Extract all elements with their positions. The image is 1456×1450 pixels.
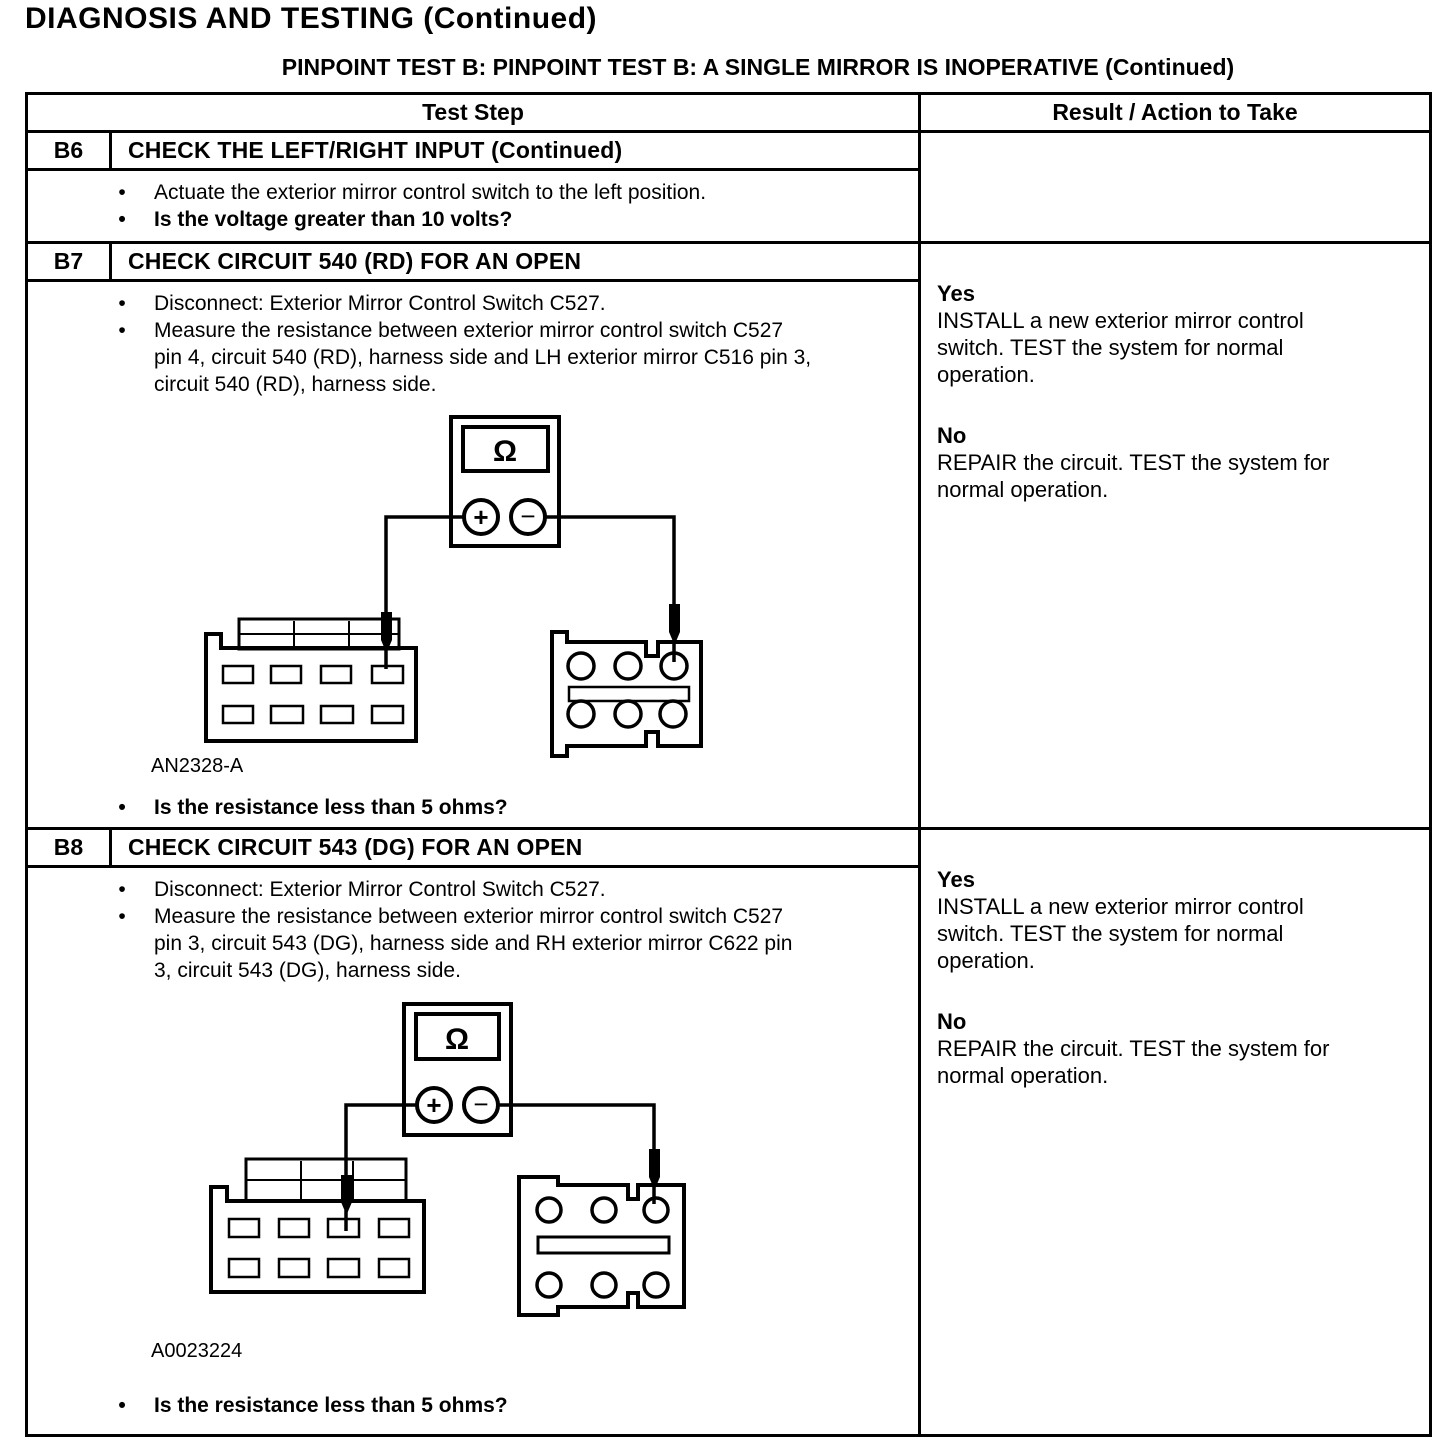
- step-b6-header: [28, 133, 918, 171]
- bullet-icon: •: [118, 796, 126, 819]
- step-b7-body: [28, 282, 918, 827]
- bullet-icon: •: [118, 319, 126, 342]
- bullet-icon: •: [118, 905, 126, 928]
- bullet-text: Disconnect: Exterior Mirror Control Switch C527.: [154, 878, 606, 901]
- result-no-action: REPAIR the circuit. TEST the system for normal operation.: [937, 1036, 1330, 1088]
- test-lead-wires: [346, 1105, 654, 1231]
- result-no-label: No: [937, 1009, 967, 1034]
- step-title-b7: CHECK CIRCUIT 540 (RD) FOR AN OPEN: [128, 248, 582, 274]
- step-title-b6: CHECK THE LEFT/RIGHT INPUT (Continued): [128, 137, 623, 163]
- result-no-label: No: [937, 423, 967, 448]
- minus-terminal-icon: −: [520, 501, 536, 531]
- step-b8-result-cell: [921, 830, 1429, 1434]
- bullet-item: [102, 179, 918, 206]
- bullet-text: Actuate the exterior mirror control switch to the left position.: [154, 181, 707, 204]
- bullet-icon: •: [118, 181, 126, 204]
- step-b7-result-cell: [921, 244, 1429, 827]
- plus-terminal-icon: +: [473, 502, 489, 532]
- bullet-text: Measure the resistance between exterior mirror control switch C527 pin 3, circuit 543 (DG), harness side and RH exterior mirror C622 pin 3, circuit 543 (DG), harness side.: [154, 905, 793, 982]
- step-code-b6: B6: [28, 133, 112, 168]
- page-title: DIAGNOSIS AND TESTING (Continued): [25, 2, 598, 35]
- result-no-action: REPAIR the circuit. TEST the system for normal operation.: [937, 450, 1330, 502]
- result-yes-label: Yes: [937, 867, 975, 892]
- omega-symbol: Ω: [444, 1023, 470, 1056]
- switch-connector-icon: [211, 1159, 424, 1292]
- bullet-item: [102, 317, 918, 398]
- omega-symbol: Ω: [492, 435, 518, 468]
- bullet-icon: •: [118, 1394, 126, 1417]
- mirror-connector-icon: [519, 1177, 684, 1315]
- step-b7-test-step-cell: [28, 244, 921, 827]
- bullet-text: Measure the resistance between exterior mirror control switch C527 pin 4, circuit 540 (RD), harness side and LH exterior mirror C516 pin 3, circuit 540 (RD), harness side.: [154, 319, 812, 396]
- step-b8-header: [28, 830, 918, 868]
- mirror-connector-icon: [552, 632, 701, 756]
- question-bullet-b7: [102, 794, 508, 821]
- step-b6-body: [28, 171, 918, 241]
- step-row-b8: [28, 827, 1429, 1434]
- result-yes-label: Yes: [937, 281, 975, 306]
- bullet-item: [102, 903, 918, 984]
- bullet-text: Is the voltage greater than 10 volts?: [154, 208, 513, 231]
- bullet-item: [102, 290, 918, 317]
- question-text: Is the resistance less than 5 ohms?: [154, 796, 508, 819]
- step-title-b8: CHECK CIRCUIT 543 (DG) FOR AN OPEN: [128, 834, 583, 860]
- result-yes-action: INSTALL a new exterior mirror control switch. TEST the system for normal operation.: [937, 894, 1304, 973]
- bullet-item: [102, 206, 918, 233]
- ohmmeter-figure-b7-svg: [28, 400, 919, 792]
- ohmmeter-test-figure-b7: [28, 400, 919, 792]
- probe-icon: [381, 604, 680, 653]
- column-header-result: Result / Action to Take: [1052, 99, 1298, 125]
- table-header-row: [28, 95, 1429, 130]
- step-b6-test-step-cell: [28, 133, 921, 241]
- ohmmeter-figure-b8-svg: [28, 988, 919, 1398]
- pinpoint-test-subtitle: PINPOINT TEST B: PINPOINT TEST B: A SINGLE MIRROR IS INOPERATIVE (Continued): [281, 54, 1235, 80]
- step-b8-test-step-cell: [28, 830, 921, 1434]
- figure-label: A0023224: [151, 1340, 243, 1362]
- bullet-icon: •: [118, 878, 126, 901]
- ohmmeter-test-figure-b8: [28, 988, 919, 1398]
- step-b7-header: [28, 244, 918, 282]
- plus-terminal-icon: +: [426, 1090, 442, 1120]
- result-yes-action: INSTALL a new exterior mirror control switch. TEST the system for normal operation.: [937, 308, 1304, 387]
- test-lead-wires: [386, 517, 674, 669]
- bullet-item: [102, 876, 918, 903]
- question-text: Is the resistance less than 5 ohms?: [154, 1394, 508, 1417]
- step-b6-result-cell: [921, 133, 1429, 241]
- step-row-b7: [28, 241, 1429, 827]
- bullet-icon: •: [118, 208, 126, 231]
- pinpoint-test-table: [25, 92, 1432, 1437]
- bullet-icon: •: [118, 292, 126, 315]
- minus-terminal-icon: −: [473, 1089, 489, 1119]
- step-code-b8: B8: [28, 830, 112, 865]
- step-row-b6: [28, 130, 1429, 241]
- bullet-text: Disconnect: Exterior Mirror Control Switch C527.: [154, 292, 606, 315]
- question-bullet-b8: [102, 1392, 508, 1419]
- step-b8-body: [28, 868, 918, 1434]
- step-code-b7: B7: [28, 244, 112, 279]
- column-header-test-step: Test Step: [28, 95, 921, 130]
- figure-label: AN2328-A: [151, 755, 244, 777]
